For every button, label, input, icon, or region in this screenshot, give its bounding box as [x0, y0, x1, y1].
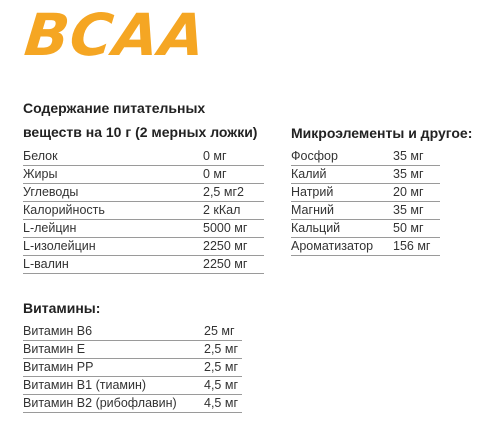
row-value: 5000 мг	[203, 221, 248, 235]
row-value: 4,5 мг	[204, 396, 239, 410]
row-value: 35 мг	[393, 203, 424, 217]
nutrition-table	[23, 148, 264, 274]
row-name: Фосфор	[291, 149, 338, 163]
table-row	[23, 256, 264, 274]
bcaa-logo: BCAA	[21, 1, 210, 69]
table-row	[23, 238, 264, 256]
row-value: 0 мг	[203, 149, 227, 163]
row-name: Витамин PP	[23, 360, 94, 374]
table-row	[23, 377, 242, 395]
row-value: 20 мг	[393, 185, 424, 199]
row-value: 156 мг	[393, 239, 431, 253]
table-row	[291, 166, 440, 184]
minerals-table	[291, 148, 440, 256]
row-name: Жиры	[23, 167, 58, 181]
row-name: Натрий	[291, 185, 334, 199]
row-value: 25 мг	[204, 324, 235, 338]
row-value: 2,5 мг	[204, 342, 239, 356]
row-value: 2 кКал	[203, 203, 241, 217]
row-name: Ароматизатор	[291, 239, 374, 253]
nutrition-heading	[23, 96, 257, 144]
table-row	[291, 220, 440, 238]
row-name: Углеводы	[23, 185, 79, 199]
row-value: 2250 мг	[203, 239, 248, 253]
row-name: Белок	[23, 149, 58, 163]
table-row	[291, 148, 440, 166]
table-row	[23, 341, 242, 359]
table-row	[23, 323, 242, 341]
table-row	[291, 184, 440, 202]
table-row	[23, 166, 264, 184]
table-row	[23, 148, 264, 166]
table-row	[23, 202, 264, 220]
row-value: 50 мг	[393, 221, 424, 235]
table-row	[291, 202, 440, 220]
row-name: Магний	[291, 203, 334, 217]
row-name: Витамин B6	[23, 324, 93, 338]
row-value: 4,5 мг	[204, 378, 239, 392]
row-name: Калорийность	[23, 203, 105, 217]
row-name: L-валин	[23, 257, 69, 271]
vitamins-table	[23, 323, 242, 413]
table-row	[23, 395, 242, 413]
row-name: L-лейцин	[23, 221, 77, 235]
table-row	[23, 359, 242, 377]
table-row	[23, 184, 264, 202]
minerals-heading: Микроэлементы и другое:	[291, 125, 473, 141]
row-value: 2250 мг	[203, 257, 248, 271]
row-name: Витамин E	[23, 342, 86, 356]
row-name: Витамин B2 (рибофлавин)	[23, 396, 177, 410]
row-name: Витамин B1 (тиамин)	[23, 378, 147, 392]
vitamins-heading: Витамины:	[23, 300, 101, 316]
table-row	[23, 220, 264, 238]
row-name: Кальций	[291, 221, 341, 235]
row-value: 35 мг	[393, 167, 424, 181]
table-row	[291, 238, 440, 256]
row-name: L-изолейцин	[23, 239, 96, 253]
row-value: 35 мг	[393, 149, 424, 163]
row-name: Калий	[291, 167, 327, 181]
nutrition-heading-line1: Содержание питательных	[23, 100, 206, 116]
row-value: 0 мг	[203, 167, 227, 181]
nutrition-heading-line2: веществ на 10 г (2 мерных ложки)	[23, 124, 258, 140]
row-value: 2,5 мг2	[203, 185, 244, 199]
row-value: 2,5 мг	[204, 360, 239, 374]
